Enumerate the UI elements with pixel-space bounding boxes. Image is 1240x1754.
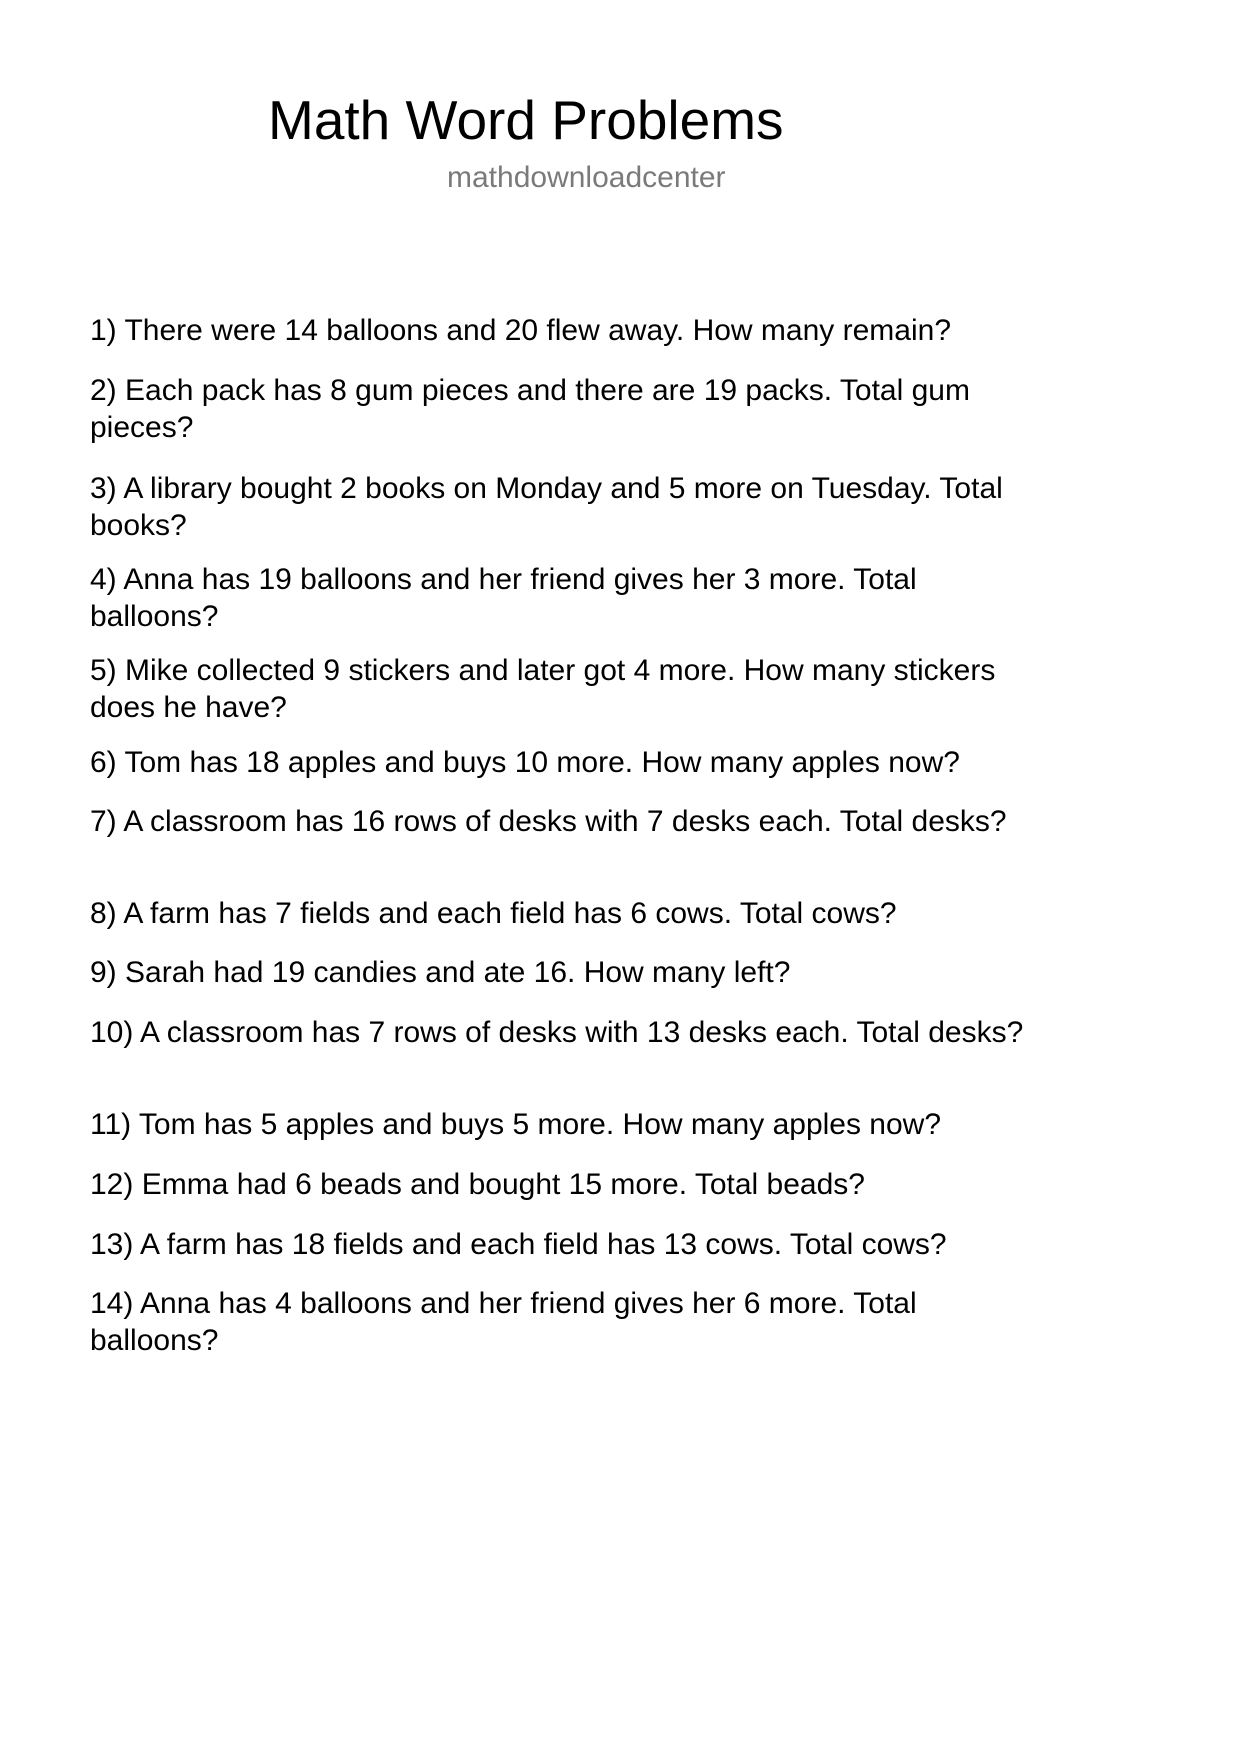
- problem-item: 13) A farm has 18 fields and each field has 13 cows. Total cows?: [90, 1228, 947, 1261]
- problem-item: 9) Sarah had 19 candies and ate 16. How many left?: [90, 956, 791, 989]
- problem-item: 6) Tom has 18 apples and buys 10 more. How many apples now?: [90, 746, 960, 779]
- problem-item: 4) Anna has 19 balloons and her friend gives her 3 more. Total balloons?: [90, 563, 917, 633]
- problem-item: 8) A farm has 7 fields and each field has 6 cows. Total cows?: [90, 897, 897, 930]
- page-title: Math Word Problems: [268, 89, 784, 151]
- problem-item: 14) Anna has 4 balloons and her friend gives her 6 more. Total balloons?: [90, 1287, 917, 1357]
- problem-item: 12) Emma had 6 beads and bought 15 more. Total beads?: [90, 1168, 865, 1201]
- problem-item: 11) Tom has 5 apples and buys 5 more. How many apples now?: [90, 1108, 942, 1141]
- page-subtitle: mathdownloadcenter: [447, 161, 726, 194]
- problem-item: 3) A library bought 2 books on Monday and 5 more on Tuesday. Total books?: [90, 472, 1003, 542]
- problem-item: 10) A classroom has 7 rows of desks with 13 desks each. Total desks?: [90, 1016, 1024, 1049]
- problem-item: 1) There were 14 balloons and 20 flew away. How many remain?: [90, 314, 952, 347]
- problem-item: 7) A classroom has 16 rows of desks with 7 desks each. Total desks?: [90, 805, 1007, 838]
- problem-item: 2) Each pack has 8 gum pieces and there are 19 packs. Total gum pieces?: [90, 374, 970, 444]
- problem-item: 5) Mike collected 9 stickers and later got 4 more. How many stickers does he have?: [90, 654, 996, 724]
